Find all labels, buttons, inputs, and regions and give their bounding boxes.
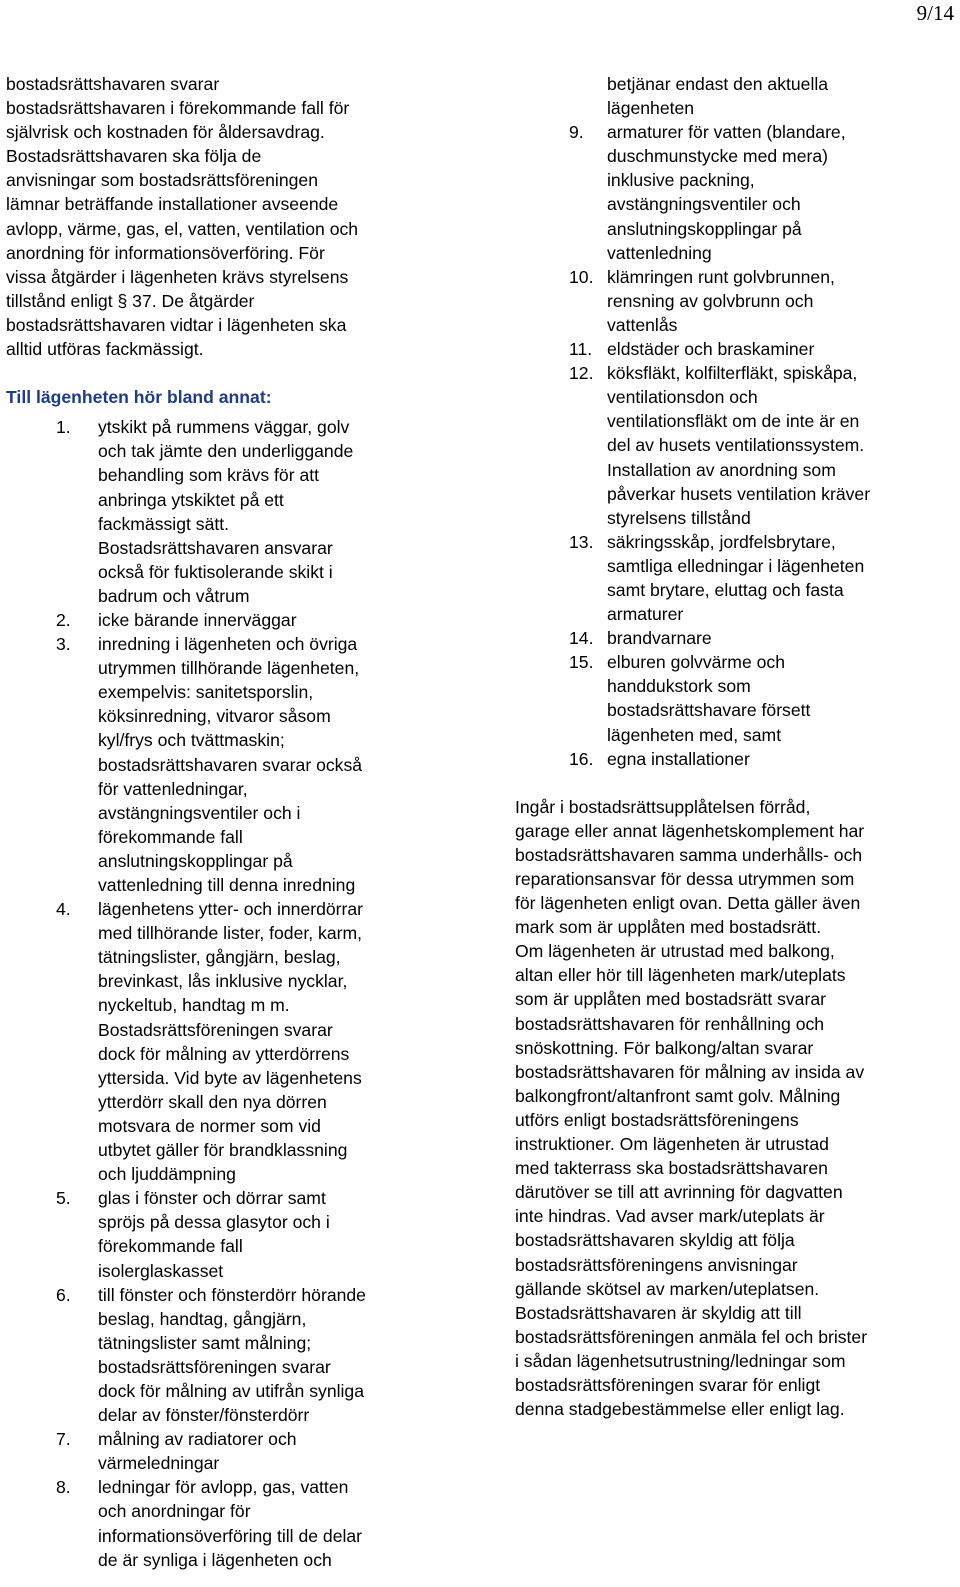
right-column bbox=[515, 72, 945, 1421]
item-text: ledningar för avlopp, gas, vatten och anordningar för informationsöverföring till de delar de är synliga i lägenheten och bbox=[98, 1477, 363, 1570]
item-number: 6. bbox=[56, 1284, 71, 1305]
body-paragraph: Om lägenheten är utrustad med balkong, altan eller hör till lägenheten mark/uteplats som är upplåten med bostadsrätt svarar bostadsrättshavaren för renhållning och snöskottning. För balkong/altan svarar bostadsrättshavaren för målning av insida av balkongfront/altanfront samt golv. Målning utförs enligt bostadsrättsföreningens instruktioner. Om lägenheten är utrustad med takterrass ska bostadsrättshavaren därutöver se till att avrinning för dagvatten inte hindras. Vad avser mark/uteplats är bostadsrättshavaren skyldig att följa bostadsrättsföreningens anvisningar gällande skötsel av marken/uteplatsen. bbox=[515, 941, 865, 1299]
item-text: icke bärande innerväggar bbox=[98, 609, 297, 630]
list-item bbox=[6, 632, 431, 897]
right-item-list bbox=[515, 120, 945, 771]
item-text: klämringen runt golvbrunnen, rensning av golvbrunn och vattenlås bbox=[607, 266, 835, 335]
item-number: 8. bbox=[56, 1477, 71, 1498]
left-column bbox=[6, 72, 431, 1572]
list-item bbox=[515, 120, 945, 265]
list-item bbox=[6, 1283, 431, 1428]
item-number: 1. bbox=[56, 417, 71, 438]
left-item-list bbox=[6, 415, 431, 1572]
list-item bbox=[515, 530, 945, 626]
list-item bbox=[6, 897, 431, 1186]
list-item bbox=[515, 747, 945, 771]
list-item bbox=[6, 1475, 431, 1571]
item-number: 4. bbox=[56, 899, 71, 920]
list-item bbox=[515, 361, 945, 530]
item-text: säkringsskåp, jordfelsbrytare, samtliga elledningar i lägenheten samt brytare, eluttag och fasta armaturer bbox=[607, 531, 865, 625]
item-text: glas i fönster och dörrar samt spröjs på dessa glasytor och i förekommande fall isolerglaskasset bbox=[98, 1188, 330, 1281]
item-number: 14. bbox=[569, 628, 594, 649]
body-paragraph: Ingår i bostadsrättsupplåtelsen förråd, garage eller annat lägenhetskomplement har bostadsrättshavaren samma underhålls- och reparationsansvar för dessa utrymmen som för lägenheten enligt ovan. Detta gäller även mark som är upplåten med bostadsrätt. bbox=[515, 796, 865, 938]
item-number: 5. bbox=[56, 1188, 71, 1209]
item-text: brandvarnare bbox=[607, 628, 712, 649]
item-text: målning av radiatorer och värmeledningar bbox=[98, 1429, 297, 1474]
item-text: lägenhetens ytter- och innerdörrar med tillhörande lister, foder, karm, tätningslister, gångjärn, beslag, brevinkast, lås inklusive nycklar, nyckeltub, handtag m m. Bostadsrättsföreningen svarar dock för målning av ytterdörrens yttersida. Vid byte av lägenhetens ytterdörr skall den nya dörren motsvara de normer som vid utbytet gäller för brandklassning och ljuddämpning bbox=[98, 899, 364, 1185]
item-text: egna installationer bbox=[607, 748, 750, 769]
item-text: eldstäder och braskaminer bbox=[607, 339, 815, 360]
list-item bbox=[6, 415, 431, 608]
item-text: inredning i lägenheten och övriga utrymmen tillhörande lägenheten, exempelvis: sanitetsporslin, köksinredning, vitvaror såsom kyl/frys och tvättmaskin; bostadsrättshavaren svarar också för vattenledningar, avstängningsventiler och i förekommande fall anslutningskopplingar på vattenledning till denna inredning bbox=[98, 634, 363, 895]
item-number: 7. bbox=[56, 1429, 71, 1450]
item-number: 12. bbox=[569, 363, 594, 384]
item-text: köksfläkt, kolfilterfläkt, spiskåpa, ventilationsdon och ventilationsfläkt om de inte är en del av husets ventilationssystem. Installation av anordning som påverkar husets ventilation kräver styrelsens tillstånd bbox=[607, 363, 871, 528]
item-text: armaturer för vatten (blandare, duschmunstycke med mera) inklusive packning, avstängningsventiler och anslutningskopplingar på vattenledning bbox=[607, 122, 846, 263]
item-number: 13. bbox=[569, 531, 594, 552]
item-number: 2. bbox=[56, 609, 71, 630]
body-paragraphs bbox=[515, 795, 945, 1421]
item-text: ytskikt på rummens väggar, golv och tak jämte den underliggande behandling som krävs för att anbringa ytskiktet på ett fackmässigt sätt. Bostadsrättshavaren ansvarar också för fuktisolerande skikt i badrum och våtrum bbox=[98, 417, 354, 606]
list-continuation: betjänar endast den aktuella lägenheten bbox=[607, 74, 829, 119]
section-heading: Till lägenheten hör bland annat: bbox=[6, 387, 272, 408]
list-item bbox=[6, 1427, 431, 1475]
item-number: 3. bbox=[56, 634, 71, 655]
list-item bbox=[515, 337, 945, 361]
item-number: 9. bbox=[569, 122, 584, 143]
item-text: elburen golvvärme och handdukstork som bostadsrättshavare försett lägenheten med, samt bbox=[607, 652, 811, 745]
list-item bbox=[6, 1186, 431, 1282]
item-number: 10. bbox=[569, 266, 594, 287]
body-paragraph: Bostadsrättshavaren är skyldig att till bostadsrättsföreningen anmäla fel och brister i sådan lägenhetsutrustning/ledningar som bostadsrättsföreningen svarar för enligt denna stadgebestämmelse eller enligt lag. bbox=[515, 1302, 868, 1420]
list-item bbox=[6, 608, 431, 632]
list-item bbox=[515, 265, 945, 337]
item-text: till fönster och fönsterdörr hörande beslag, handtag, gångjärn, tätningslister samt målning; bostadsrättsföreningen svarar dock för målning av utifrån synliga delar av fönster/fönsterdörr bbox=[98, 1284, 366, 1426]
list-item bbox=[515, 650, 945, 746]
page-number: 9/14 bbox=[916, 1, 954, 25]
list-item bbox=[515, 626, 945, 650]
item-number: 15. bbox=[569, 652, 594, 673]
item-number: 16. bbox=[569, 748, 594, 769]
intro-paragraph: bostadsrättshavaren svarar bostadsrättshavaren i förekommande fall för självrisk och kostnaden för åldersavdrag. Bostadsrättshavaren ska följa de anvisningar som bostadsrättsföreningen lämnar beträffande installationer avseende avlopp, värme, gas, el, vatten, ventilation och anordning för informationsöverföring. För vissa åtgärder i lägenheten krävs styrelsens tillstånd enligt § 37. De åtgärder bostadsrättshavaren vidtar i lägenheten ska alltid utföras fackmässigt. bbox=[6, 74, 359, 360]
item-number: 11. bbox=[569, 339, 593, 360]
